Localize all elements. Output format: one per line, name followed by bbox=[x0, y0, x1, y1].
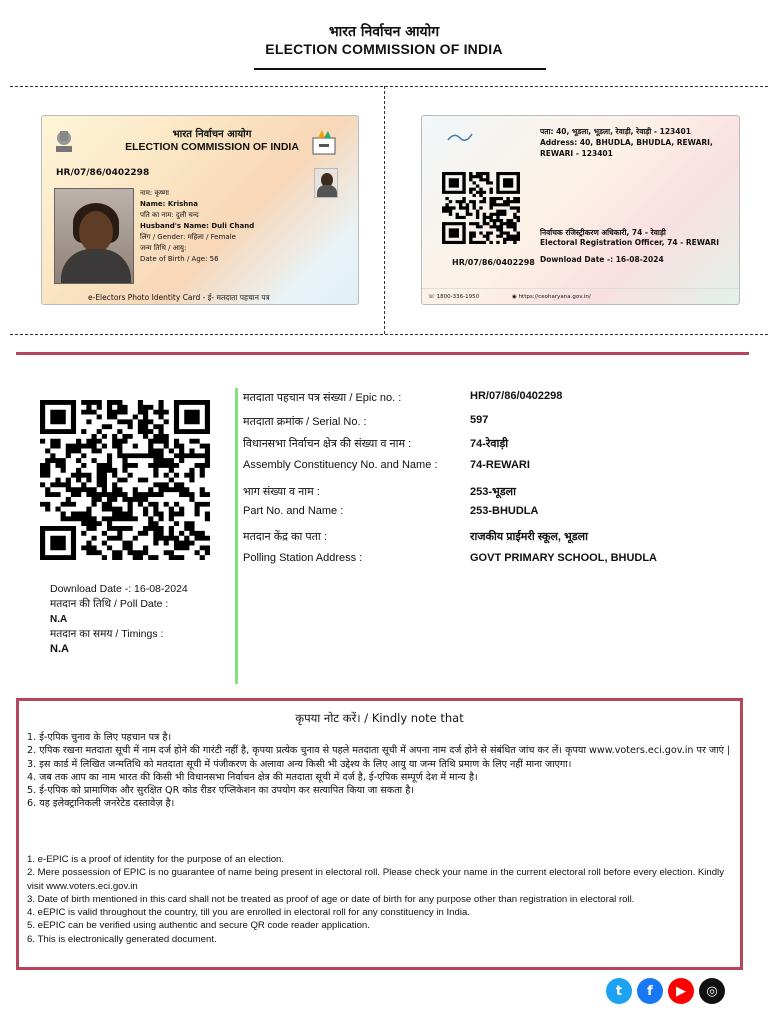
card-back-footer bbox=[422, 288, 739, 305]
epic-card-back bbox=[421, 115, 740, 305]
card-title-english: ELECTION COMMISSION OF INDIA bbox=[125, 141, 299, 153]
download-date: Download Date -: 16-08-2024 bbox=[50, 583, 188, 595]
detail-label: Polling Station Address : bbox=[243, 552, 363, 564]
address-hindi: पता: 40, भूडला, भूडला, रेवाड़ी, रेवाड़ी - 123401 bbox=[540, 127, 691, 136]
notes-box bbox=[16, 698, 743, 970]
ero-english: Electoral Registration Officer, 74 - REWARI bbox=[540, 238, 720, 247]
poll-date-label: मतदान की तिथि / Poll Date : bbox=[50, 598, 169, 610]
helpline-number bbox=[428, 294, 479, 300]
notes-title: कृपया नोट करें। / Kindly note that bbox=[295, 711, 464, 725]
phone-icon: ☏ bbox=[428, 294, 437, 300]
detail-value-station-en: GOVT PRIMARY SCHOOL, BHUDLA bbox=[470, 552, 658, 564]
helpline-text: 1800-336-1950 bbox=[436, 294, 480, 300]
note-english-item: 3. Date of birth mentioned in this card shall not be treated as proof of age or date of birth for any purpose other than registration in electoral roll. bbox=[27, 893, 635, 905]
website-text: https://ceoharyana.gov.in/ bbox=[518, 294, 591, 300]
note-hindi-item: 2. एपिक रखना मतदाता सूची में नाम दर्ज होने की गारंटी नहीं है, कृपया प्रत्येक चुनाव से पहले मतदाता सूची में अपना नाम दर्ज होने से संबंधित जांच कर लें। कृपया www.voters.eci.gov.in पर जाएं | bbox=[27, 745, 731, 757]
detail-label: मतदान केंद्र का पता : bbox=[243, 531, 327, 543]
twitter-icon[interactable] bbox=[606, 978, 632, 1004]
detail-label: मतदाता क्रमांक / Serial No. : bbox=[243, 416, 367, 428]
card-qr-code bbox=[442, 172, 520, 244]
twitter-glyph: t bbox=[615, 983, 623, 999]
name-hindi: नाम: कृष्णा bbox=[140, 189, 169, 197]
note-english-item: 1. e-EPIC is a proof of identity for the purpose of an election. bbox=[27, 854, 285, 865]
header-rule bbox=[254, 68, 546, 70]
header-title-hindi: भारत निर्वाचन आयोग bbox=[328, 24, 440, 40]
address-english-line1: Address: 40, BHUDLA, BHUDLA, REWARI, bbox=[540, 138, 713, 147]
main-qr-code bbox=[40, 400, 210, 560]
youtube-icon[interactable] bbox=[668, 978, 694, 1004]
epic-card-front bbox=[41, 115, 359, 305]
detail-value-station-hi: राजकीय प्राईमरी स्कूल, भूडला bbox=[470, 531, 588, 543]
gender: लिंग / Gender: महिला / Female bbox=[140, 233, 236, 241]
voter-photo-thumbnail bbox=[314, 168, 338, 198]
note-hindi-item: 3. इस कार्ड में लिखित जन्मतिथि को मतदाता सूची में पंजीकरण के अलावा अन्य किसी भी उद्देश्य के लिए आयु या जन्म तिथि प्रमाण के लिए नहीं माना जाएगा। bbox=[27, 758, 572, 770]
address-block bbox=[540, 126, 736, 159]
document-header bbox=[0, 22, 768, 57]
header-title-english: ELECTION COMMISSION OF INDIA bbox=[265, 41, 503, 57]
qr-modules bbox=[40, 400, 210, 560]
detail-value-part-en: 253-BHUDLA bbox=[470, 505, 539, 517]
dob-hindi: जन्म तिथि / आयु: bbox=[140, 244, 187, 252]
instagram-icon[interactable] bbox=[699, 978, 725, 1004]
detail-value-part-hi: 253-भूडला bbox=[470, 486, 516, 498]
note-hindi-item: 6. यह इलेक्ट्रानिकली जनरेटेड दस्तावेज़ है। bbox=[27, 798, 175, 810]
facebook-icon[interactable] bbox=[637, 978, 663, 1004]
card-download-date: Download Date -: 16-08-2024 bbox=[540, 255, 664, 264]
husband-name-english: Husband's Name: Duli Chand bbox=[140, 222, 255, 230]
note-hindi-item: 5. ई-एपिक को प्रामाणिक और सुरक्षित QR कोड रीडर एप्लिकेशन का उपयोग कर सत्यापित किया जा सकता है। bbox=[27, 785, 414, 797]
poll-date-value: N.A bbox=[50, 614, 68, 625]
ero-hindi: निर्वाचक रजिस्ट्रीकरण अधिकारी, 74 - रेवाड़ी bbox=[540, 228, 666, 237]
detail-label: Assembly Constituency No. and Name : bbox=[243, 459, 438, 471]
note-english-item: 2. Mere possession of EPIC is no guarantee of name being present in electoral roll. Please check your name in the current electoral roll before every election. Kindly visit www.voters.eci.gov.in bbox=[27, 867, 724, 892]
timings-label: मतदान का समय / Timings : bbox=[50, 628, 164, 640]
instagram-glyph: ◎ bbox=[706, 983, 718, 999]
cut-line-bottom bbox=[10, 334, 768, 335]
ceo-logo-icon bbox=[446, 130, 474, 142]
dob-english: Date of Birth / Age: 56 bbox=[140, 255, 219, 263]
card-footer-text: e-Electors Photo Identity Card - ई- मतदाता पहचान पत्र bbox=[88, 293, 270, 302]
detail-label: विधानसभा निर्वाचन क्षेत्र की संख्या व नाम : bbox=[243, 438, 412, 450]
note-english-item: 6. This is electronically generated document. bbox=[27, 933, 217, 945]
card-back-epic-number: HR/07/86/0402298 bbox=[452, 258, 535, 267]
husband-name-hindi: पति का नाम: दुली चन्द bbox=[140, 211, 199, 219]
detail-value-serial: 597 bbox=[470, 414, 489, 426]
detail-label: Part No. and Name : bbox=[243, 505, 344, 517]
card-title-hindi: भारत निर्वाचन आयोग bbox=[172, 129, 252, 140]
cut-line-top bbox=[10, 86, 768, 87]
details-separator bbox=[235, 388, 238, 684]
section-divider bbox=[16, 352, 749, 355]
note-english-item: 5. eEPIC can be verified using authentic and secure QR code reader application. bbox=[27, 920, 370, 932]
address-english-line2: REWARI - 123401 bbox=[540, 149, 613, 158]
note-hindi-item: 4. जब तक आप का नाम भारत की किसी भी विधानसभा निर्वाचन क्षेत्र की मतदाता सूची में दर्ज है, ई-एपिक सम्पूर्ण देश में मान्य है। bbox=[27, 771, 478, 783]
notes-english bbox=[27, 853, 739, 946]
notes-hindi bbox=[27, 731, 735, 811]
youtube-glyph: ▶ bbox=[676, 983, 686, 999]
eci-logo-icon bbox=[310, 128, 338, 156]
detail-value-assembly-en: 74-REWARI bbox=[470, 459, 530, 471]
note-english-item: 4. eEPIC is valid throughout the country, till you are enrolled in electoral roll for any constituency in India. bbox=[27, 907, 470, 919]
national-emblem-icon bbox=[52, 126, 76, 156]
facebook-glyph: f bbox=[647, 983, 653, 999]
note-hindi-item: 1. ई-एपिक चुनाव के लिए पहचान पत्र है। bbox=[27, 732, 172, 743]
card-fields bbox=[140, 188, 254, 265]
timings-value: N.A bbox=[50, 643, 69, 655]
detail-label: मतदाता पहचान पत्र संख्या / Epic no. : bbox=[243, 392, 402, 404]
card-epic-number: HR/07/86/0402298 bbox=[56, 168, 150, 178]
globe-icon: ◉ bbox=[512, 294, 519, 300]
detail-value-assembly-hi: 74-रेवाड़ी bbox=[470, 438, 509, 450]
website-link[interactable] bbox=[512, 294, 591, 300]
cut-line-middle bbox=[384, 86, 385, 334]
ero-block bbox=[540, 228, 719, 248]
name-english: Name: Krishna bbox=[140, 200, 198, 208]
detail-value-epic: HR/07/86/0402298 bbox=[470, 390, 563, 402]
poll-info bbox=[50, 582, 188, 657]
detail-label: भाग संख्या व नाम : bbox=[243, 486, 320, 498]
voter-photo bbox=[54, 188, 134, 284]
qr-modules bbox=[442, 172, 520, 244]
